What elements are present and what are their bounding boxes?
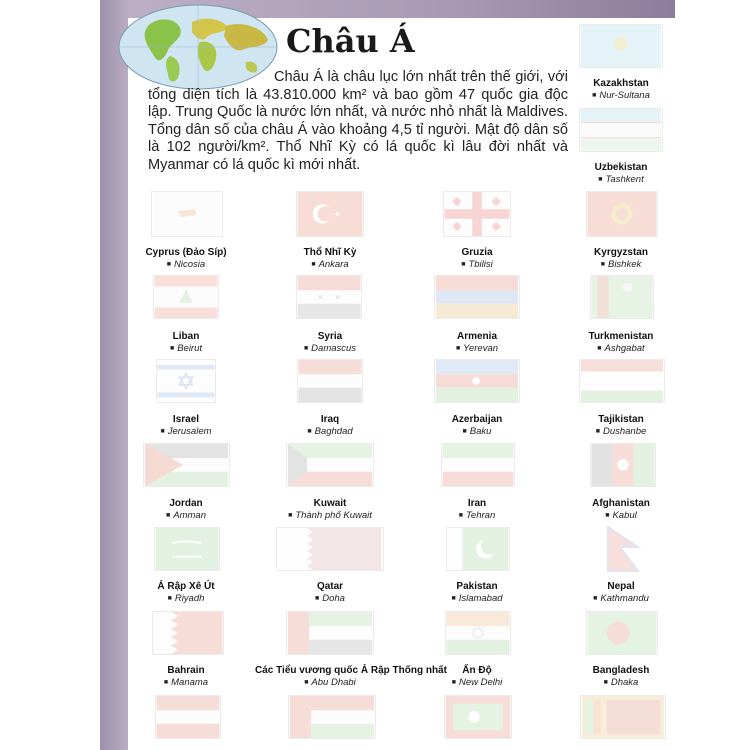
flag-afghanistan: [590, 443, 656, 487]
capital-bullet-icon: ■: [595, 428, 600, 435]
capital-name: ■ Tbilisi: [461, 259, 493, 270]
capital-name: ■ Kathmandu: [593, 593, 649, 604]
flag-jordan: [143, 443, 230, 487]
flag-qatar: [276, 527, 384, 571]
capital-name: ■ Damascus: [303, 343, 357, 354]
capital-bullet-icon: ■: [166, 512, 171, 519]
capital-bullet-icon: ■: [603, 679, 608, 686]
flag-israel: [156, 359, 216, 403]
flag-turkmenistan: [590, 275, 654, 319]
capital-bullet-icon: ■: [592, 92, 597, 99]
country-name: Iraq: [320, 414, 340, 425]
capital-bullet-icon: ■: [461, 261, 466, 268]
capital-name: ■ Baku: [462, 426, 492, 437]
flag-armenia: [434, 275, 520, 319]
country-name: Bahrain: [167, 665, 205, 676]
flag-pakistan: [446, 527, 510, 571]
capital-bullet-icon: ■: [605, 512, 610, 519]
capital-name: ■ Dhaka: [603, 677, 639, 688]
left-margin-band: [100, 0, 128, 750]
page-title: Châu Á: [286, 22, 415, 60]
capital-name: ■ Beirut: [169, 343, 203, 354]
country-name: Bangladesh: [592, 665, 650, 676]
capital-bullet-icon: ■: [307, 428, 312, 435]
country-name: Kyrgyzstan: [594, 247, 648, 258]
capital-bullet-icon: ■: [288, 512, 293, 519]
flag-partial: [288, 695, 376, 739]
capital-name: ■ Nicosia: [166, 259, 206, 270]
capital-name: ■ Ankara: [311, 259, 349, 270]
country-name: Turkmenistan: [588, 331, 654, 342]
flag-lebanon: [153, 275, 219, 319]
country-name: Kazakhstan: [593, 78, 649, 89]
capital-name: ■ Riyadh: [167, 593, 205, 604]
capital-name: ■ Manama: [163, 677, 209, 688]
country-name: Các Tiểu vương quốc Ả Rập Thống nhất: [255, 665, 447, 676]
right-margin: [675, 0, 750, 750]
country-name: Jordan: [169, 498, 203, 509]
country-name: Ấn Độ: [462, 665, 492, 676]
capital-bullet-icon: ■: [160, 428, 165, 435]
country-name: Gruzia: [461, 247, 493, 258]
capital-bullet-icon: ■: [166, 261, 172, 268]
capital-name: ■ Kabul: [605, 510, 637, 521]
capital-bullet-icon: ■: [455, 345, 461, 352]
capital-name: ■ Bishkek: [600, 259, 642, 270]
capital-bullet-icon: ■: [451, 595, 456, 602]
flag-cyprus: [151, 191, 223, 237]
capital-bullet-icon: ■: [315, 595, 320, 602]
flag-iran: [441, 443, 515, 487]
capital-bullet-icon: ■: [598, 176, 603, 183]
country-name: Syria: [317, 331, 343, 342]
country-name: Iran: [467, 498, 487, 509]
flag-uae: [286, 611, 374, 655]
flag-uzbekistan: [579, 108, 663, 152]
capital-name: ■ Ashgabat: [597, 343, 645, 354]
flag-saudi-arabia: [154, 527, 220, 571]
country-name: Cyprus (Đảo Síp): [145, 247, 227, 258]
capital-bullet-icon: ■: [311, 261, 316, 268]
capital-name: ■ Jerusalem: [160, 426, 212, 437]
intro-paragraph: Châu Á là châu lục lớn nhất trên thế giới, với tổng diện tích là 43.810.000 km² và bao gồm 47 quốc gia độc lập. Trung Quốc là nước lớn nhất, và nước nhỏ nhất là Maldives. Tổng dân số của châu Á vào khoảng 4,5 tỉ người. Mật độ dân số là 102 người/km². Thổ Nhĩ Kỳ có lá quốc kì lâu đời nhất và Myanmar có lá quốc kì mới nhất.: [148, 69, 568, 173]
capital-name: ■ Doha: [315, 593, 345, 604]
flag-partial: [155, 695, 221, 739]
flag-bangladesh: [586, 611, 658, 655]
country-name: Liban: [172, 331, 200, 342]
capital-name: ■ Abu Dhabi: [304, 677, 356, 688]
capital-name: ■ Nur-Sultana: [592, 90, 650, 101]
capital-bullet-icon: ■: [167, 595, 172, 602]
country-name: Azerbaijan: [451, 414, 503, 425]
country-name: Israel: [172, 414, 200, 425]
capital-bullet-icon: ■: [303, 345, 309, 352]
flag-azerbaijan: [434, 359, 520, 403]
flag-tajikistan: [579, 359, 665, 403]
capital-bullet-icon: ■: [169, 345, 175, 352]
country-name: Kuwait: [313, 498, 347, 509]
capital-name: ■ Tashkent: [598, 174, 644, 185]
flag-partial: [580, 695, 666, 739]
flag-kazakhstan: [579, 24, 663, 68]
capital-name: ■ Tehran: [458, 510, 496, 521]
country-name: Tajikistan: [598, 414, 644, 425]
capital-bullet-icon: ■: [600, 261, 605, 268]
flag-kyrgyzstan: [586, 191, 658, 237]
capital-name: ■ Dushanbe: [595, 426, 647, 437]
capital-name: ■ Thành phố Kuwait: [288, 510, 372, 521]
capital-name: ■ New Delhi: [451, 677, 503, 688]
capital-name: ■ Yerevan: [455, 343, 499, 354]
country-name: Pakistan: [456, 581, 498, 592]
flag-georgia: [443, 191, 511, 237]
country-name: Ả Rập Xê Út: [157, 581, 215, 592]
flag-kuwait: [286, 443, 374, 487]
capital-name: ■ Amman: [166, 510, 206, 521]
country-name: Qatar: [316, 581, 344, 592]
capital-bullet-icon: ■: [163, 679, 169, 686]
flag-partial: [444, 695, 512, 739]
flag-india: [445, 611, 511, 655]
country-name: Nepal: [607, 581, 635, 592]
country-name: Afghanistan: [592, 498, 650, 509]
country-name: Armenia: [456, 331, 497, 342]
flag-syria: [296, 275, 362, 319]
capital-bullet-icon: ■: [451, 679, 456, 686]
capital-bullet-icon: ■: [462, 428, 467, 435]
flag-iraq: [297, 359, 363, 403]
flag-bahrain: [152, 611, 224, 655]
country-name: Uzbekistan: [594, 162, 648, 173]
capital-name: ■ Baghdad: [307, 426, 353, 437]
capital-bullet-icon: ■: [304, 679, 309, 686]
capital-bullet-icon: ■: [458, 512, 463, 519]
country-name: Thổ Nhĩ Kỳ: [303, 247, 357, 258]
flag-turkey: [296, 191, 364, 237]
capital-name: ■ Islamabad: [451, 593, 503, 604]
capital-bullet-icon: ■: [597, 345, 602, 352]
flag-nepal: [606, 525, 642, 573]
capital-bullet-icon: ■: [593, 595, 598, 602]
